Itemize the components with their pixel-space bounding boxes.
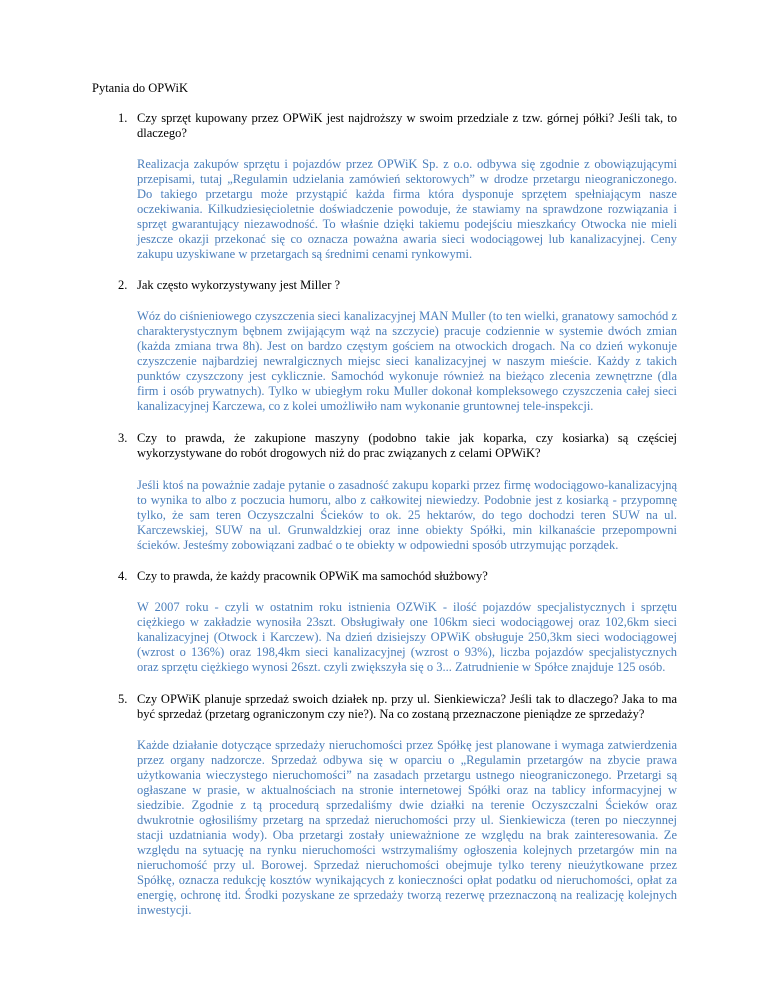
question-item	[92, 431, 677, 553]
question-number: 4.	[118, 569, 128, 583]
question-number: 5.	[118, 692, 128, 706]
question-list	[92, 111, 677, 918]
question-number: 3.	[118, 431, 128, 445]
question-text: Czy OPWiK planuje sprzedaż swoich działek np. przy ul. Sienkiewicza? Jeśli tak to dlaczego? Jaka to ma być sprzedaż (przetarg ograniczonym czy nie?). Na co zostaną przeznaczone pieniądze ze sprzedaży?	[137, 692, 677, 721]
question-item	[92, 278, 677, 414]
question-item	[92, 692, 677, 918]
answer-text: Realizacja zakupów sprzętu i pojazdów przez OPWiK Sp. z o.o. odbywa się zgodnie z obowiązującymi przepisami, tutaj „Regulamin udzielania zamówień sektorowych” w drodze przetargu nieograniczonego. Do takiego przetargu może przystąpić każda firma która dysponuje sprzętem spełniającym nasze oczekiwania. Kilkudziesięcioletnie doświadczenie powoduje, że stawiamy na sprawdzone rozwiązania i sprzęt gwarantujący niezawodność. To właśnie dzięki takiemu podejściu mieszkańcy Otwocka nie mieli jeszcze okazji przekonać się co oznacza poważna awaria sieci wodociągowej lub kanalizacyjnej. Ceny zakupu uzyskiwane w przetargach są średnimi cenami rynkowymi.	[137, 157, 677, 261]
question-text: Czy to prawda, że każdy pracownik OPWiK ma samochód służbowy?	[137, 569, 488, 583]
document-title: Pytania do OPWiK	[92, 81, 189, 95]
question-text: Czy sprzęt kupowany przez OPWiK jest najdroższy w swoim przedziale z tzw. górnej półki? Jeśli tak, to dlaczego?	[137, 111, 677, 140]
question-item	[92, 569, 677, 675]
question-text: Czy to prawda, że zakupione maszyny (podobno takie jak koparka, czy kosiarka) są częściej wykorzystywane do robót drogowych niż do prac związanych z celami OPWiK?	[137, 431, 677, 460]
question-number: 1.	[118, 111, 128, 125]
answer-text: Każde działanie dotyczące sprzedaży nieruchomości przez Spółkę jest planowane i wymaga zatwierdzenia przez organy nadzorcze. Sprzedaż odbywa się w oparciu o „Regulamin przetargów na zbycie prawa użytkowania wieczystego nieruchomości” na zasadach przetargu ustnego nieograniczonego. Przetargi są ogłaszane w prasie, w aktualnościach na stronie internetowej Spółki oraz na tablicy informacyjnej w siedzibie. Zgodnie z tą procedurą sprzedaliśmy dwie działki na terenie Oczyszczalni Ścieków oraz dwukrotnie ogłosiliśmy przetarg na sprzedaż nieruchomości przy ul. Sienkiewicza (teren po nieczynnej stacji uzdatniania wody). Oba przetargi zostały unieważnione ze względu na brak zainteresowania. Ze względu na sytuację na rynku nieruchomości wstrzymaliśmy ogłoszenia kolejnych przetargów min na nieruchomość przy ul. Borowej. Sprzedaż nieruchomości obejmuje tylko tereny nieużytkowane przez Spółkę, oznacza redukcję kosztów wynikających z konieczności opłat podatku od nieruchomości, opłat za energię, ochronę itd. Środki pozyskane ze sprzedaży tworzą rezerwę przeznaczoną na realizację kolejnych inwestycji.	[137, 738, 677, 917]
answer-text: W 2007 roku - czyli w ostatnim roku istnienia OZWiK - ilość pojazdów specjalistycznych i sprzętu ciężkiego w zakładzie wynosiła 23szt. Obsługiwały one 106km sieci wodociągowej oraz 102,6km sieci kanalizacyjnej (Otwock i Karczew). Na dzień dzisiejszy OPWiK obsługuje 250,3km sieci wodociągowej (wzrost o 136%) oraz 198,4km sieci kanalizacyjnej (wzrost o 93%), liczba pojazdów specjalistycznych oraz sprzętu ciężkiego wynosi 26szt. czyli zwiększyła się o 3... Zatrudnienie w Spółce znajduje 125 osób.	[137, 600, 677, 674]
answer-text: Jeśli ktoś na poważnie zadaje pytanie o zasadność zakupu koparki przez firmę wodociągowo-kanalizacyjną to wynika to albo z poczucia humoru, albo z całkowitej niewiedzy. Podobnie jest z kosiarką - przypomnę tylko, że sam teren Oczyszczalni Ścieków to ok. 25 hektarów, do tego dochodzi teren SUW na ul. Karczewskiej, SUW na ul. Grunwaldzkiej oraz inne obiekty Spółki, min kilkanaście przepompowni ścieków. Jesteśmy zobowiązani zadbać o te obiekty w odpowiedni sposób utrzymując porządek.	[137, 478, 677, 552]
question-item	[92, 111, 677, 262]
question-number: 2.	[118, 278, 128, 292]
answer-text: Wóz do ciśnieniowego czyszczenia sieci kanalizacyjnej MAN Muller (to ten wielki, granatowy samochód z charakterystycznym bębnem zwijającym wąż na szczycie) pracuje codziennie w systemie dwóch zmian (każda zmiana trwa 8h). Jest on bardzo częstym gościem na otwockich drogach. Na co dzień wykonuje czyszczenie najbardziej newralgicznych miejsc sieci kanalizacyjnej w naszym mieście. Każdy z takich punktów czyszczony jest cyklicznie. Samochód wykonuje również na bieżąco zlecenia zewnętrzne (dla firm i osób prywatnych). Tylko w ubiegłym roku Muller dokonał kompleksowego czyszczenia całej sieci kanalizacyjnej Karczewa, co z kolei umożliwiło nam wykonanie gruntownej tele-inspekcji.	[137, 309, 677, 413]
question-text: Jak często wykorzystywany jest Miller ?	[137, 278, 341, 292]
